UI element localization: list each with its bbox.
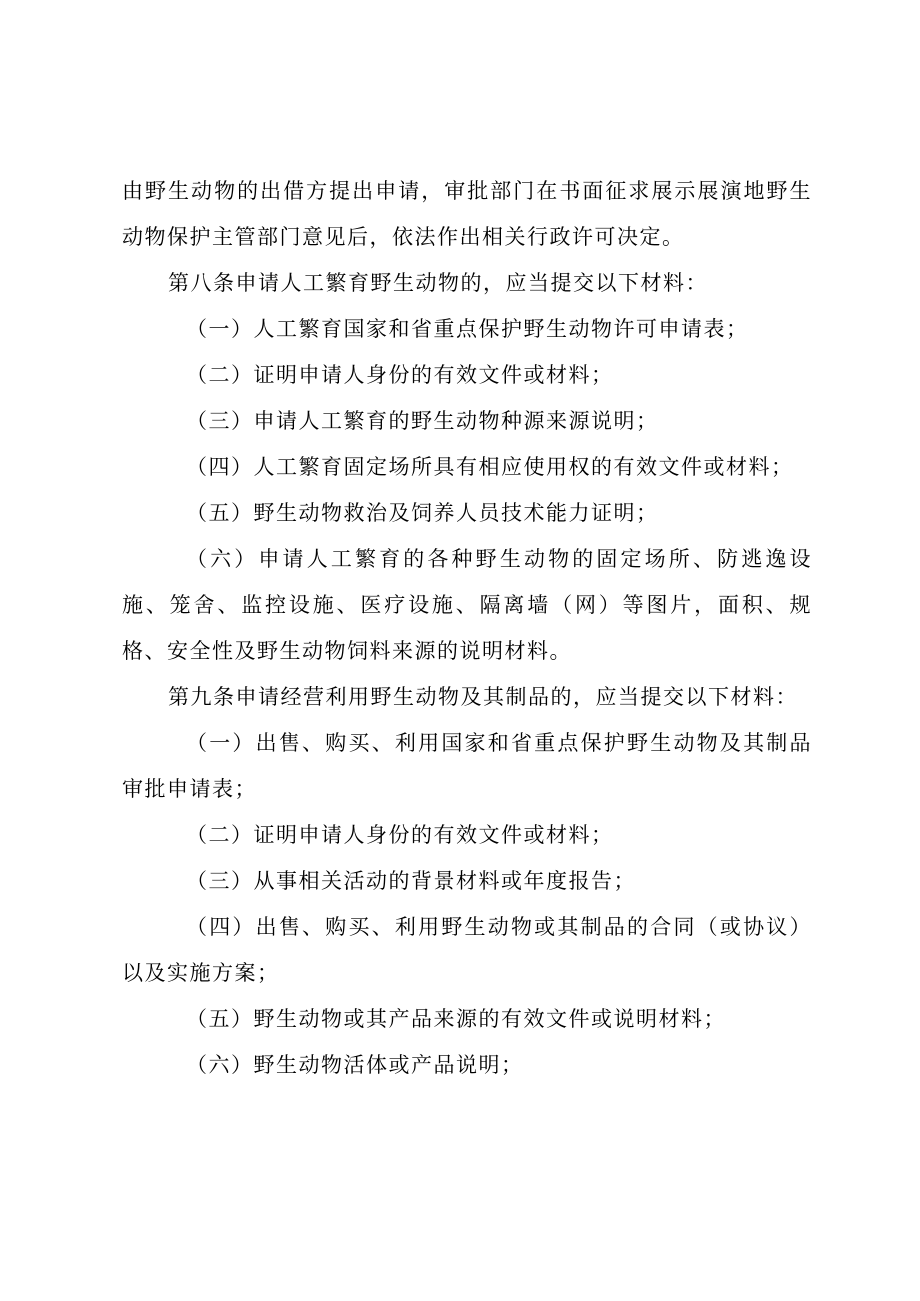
- article-9-item-3: （三）从事相关活动的背景材料或年度报告；: [186, 869, 636, 893]
- article-9-item-6: （六）野生动物活体或产品说明；: [186, 1053, 524, 1077]
- article-8-item-5: （五）野生动物救治及饲养人员技术能力证明；: [186, 501, 659, 525]
- article-8-item-4: （四）人工繁育固定场所具有相应使用权的有效文件或材料；: [186, 455, 794, 479]
- document-body: [122, 168, 812, 1088]
- article-8-item-6: （六）申请人工繁育的各种野生动物的固定场所、防逃逸设施、笼舍、监控设施、医疗设施、隔离墙（网）等图片，面积、规格、安全性及野生动物饲料来源的说明材料。: [122, 547, 812, 663]
- paragraph-continuation: 由野生动物的出借方提出申请，审批部门在书面征求展示展演地野生动物保护主管部门意见后，依法作出相关行政许可决定。: [122, 179, 812, 249]
- article-8-heading: 第八条申请人工繁育野生动物的，应当提交以下材料：: [168, 271, 708, 295]
- article-9-item-2: （二）证明申请人身份的有效文件或材料；: [186, 823, 614, 847]
- article-8-item-3: （三）申请人工繁育的野生动物种源来源说明；: [186, 409, 659, 433]
- article-9-item-1: （一）出售、购买、利用国家和省重点保护野生动物及其制品审批申请表；: [122, 731, 812, 801]
- article-8-item-2: （二）证明申请人身份的有效文件或材料；: [186, 363, 614, 387]
- article-8-item-1: （一）人工繁育国家和省重点保护野生动物许可申请表；: [186, 317, 749, 341]
- article-9-item-5: （五）野生动物或其产品来源的有效文件或说明材料；: [186, 1007, 726, 1031]
- article-9-item-4: （四）出售、购买、利用野生动物或其制品的合同（或协议）以及实施方案；: [122, 915, 812, 985]
- article-9-heading: 第九条申请经营利用野生动物及其制品的，应当提交以下材料：: [168, 685, 798, 709]
